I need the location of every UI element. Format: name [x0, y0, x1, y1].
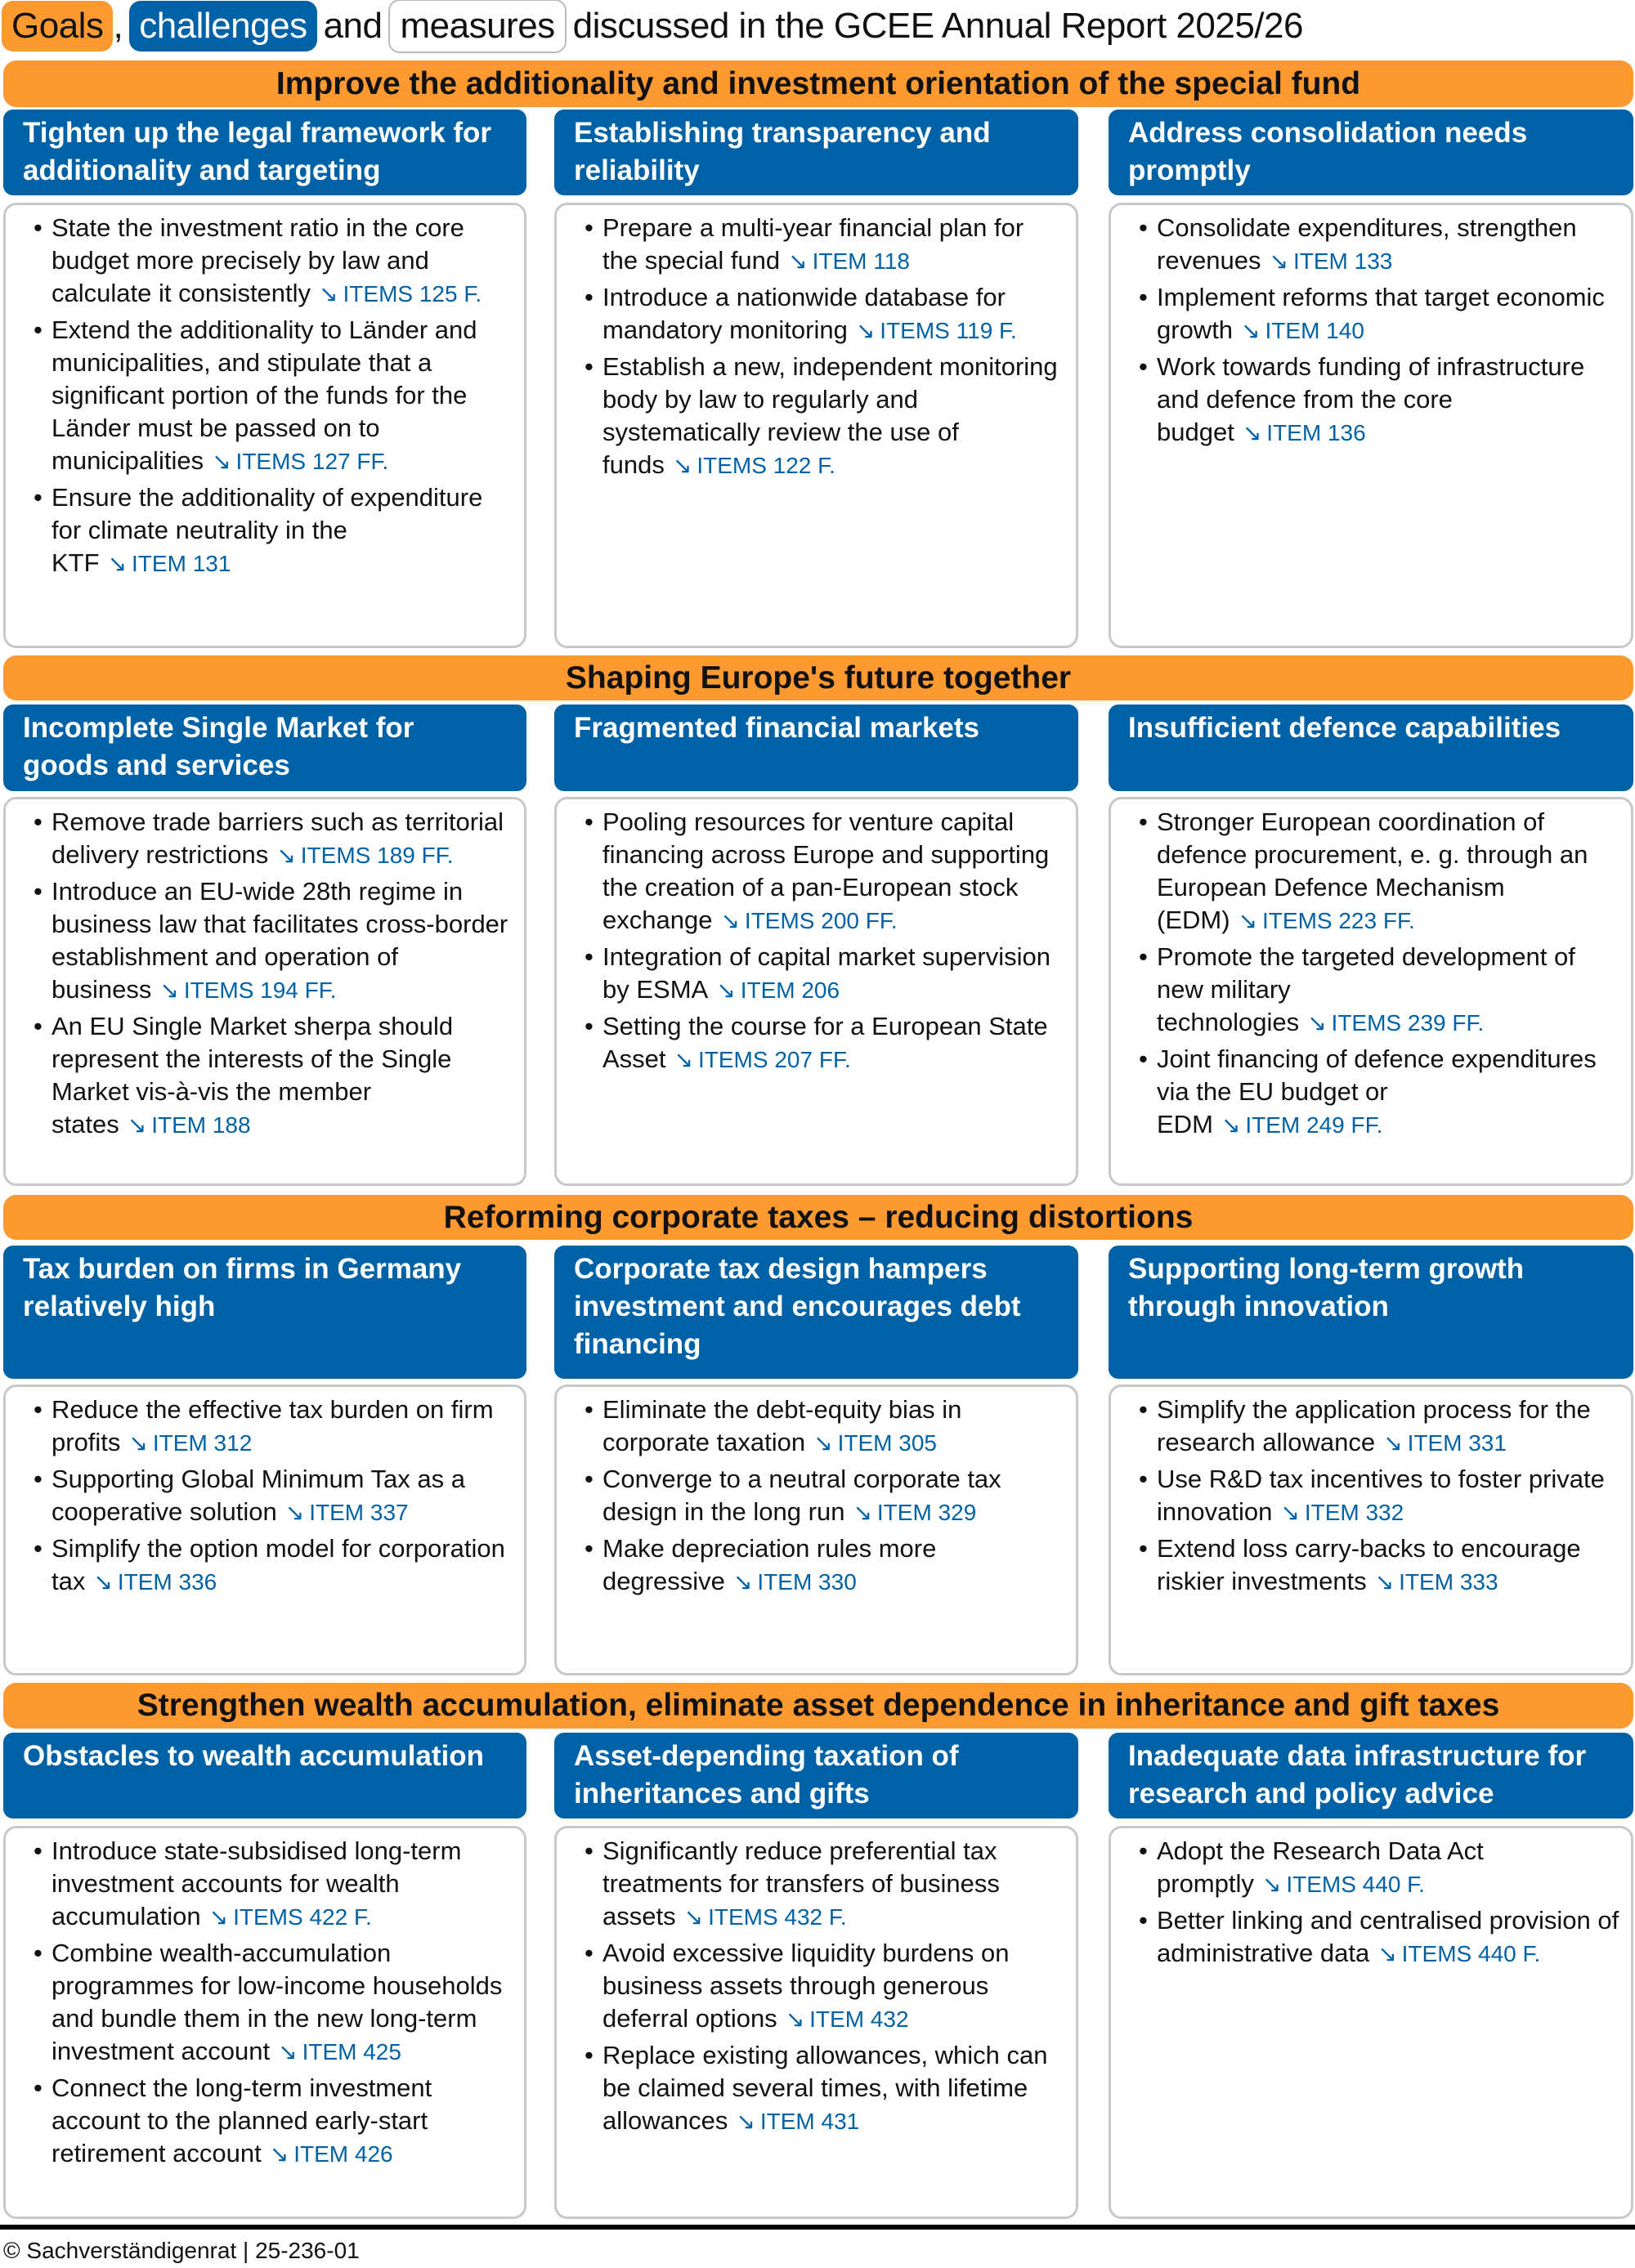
measure-text: Promote the targeted development of new military technologies	[1157, 942, 1575, 1036]
item-reference-link[interactable]	[1307, 1010, 1484, 1036]
measure-item	[589, 1393, 1064, 1460]
measure-text: Ensure the additionality of expenditure for climate neutrality in the KTF	[52, 483, 483, 577]
measure-text: Implement reforms that target economic growth	[1157, 283, 1605, 344]
item-reference-link[interactable]	[788, 248, 910, 274]
item-reference[interactable]: ITEM 426	[293, 2141, 393, 2167]
arrow-icon: ↘	[736, 2109, 755, 2134]
goal-banner: Improve the additionality and investment orientation of the special fund	[3, 60, 1633, 107]
measure-item	[1144, 281, 1619, 347]
arrow-icon: ↘	[853, 1500, 872, 1525]
measures-box	[554, 1385, 1078, 1675]
arrow-icon: ↘	[1383, 1430, 1403, 1456]
item-reference[interactable]: ITEM 188	[151, 1112, 251, 1138]
measure-item	[38, 1937, 513, 2069]
measure-text: Remove trade barriers such as territorial delivery restrictions	[52, 807, 504, 869]
item-reference-link[interactable]	[212, 449, 388, 474]
item-reference-link[interactable]	[1262, 1872, 1425, 1897]
arrow-icon: ↘	[1238, 908, 1258, 933]
measure-item	[1144, 1532, 1619, 1599]
arrow-icon: ↘	[212, 449, 231, 474]
item-reference[interactable]: ITEMS 432 F.	[708, 1904, 847, 1930]
item-reference[interactable]: ITEMS 440 F.	[1286, 1872, 1425, 1897]
item-reference[interactable]: ITEM 333	[1399, 1569, 1498, 1595]
item-reference-link[interactable]	[716, 977, 840, 1003]
measures-list	[589, 806, 1064, 1076]
measure-text: Use R&D tax incentives to foster private innovation	[1157, 1465, 1605, 1526]
measure-item	[38, 806, 513, 872]
measures-list	[1144, 1835, 1619, 1971]
measure-item	[38, 1463, 513, 1529]
measures-list	[1144, 806, 1619, 1142]
measure-item	[1144, 1393, 1619, 1460]
item-reference-link[interactable]	[853, 1500, 976, 1525]
measure-text: Joint financing of defence expenditures via the EU budget or EDM	[1157, 1045, 1597, 1138]
measure-item	[589, 2039, 1064, 2138]
arrow-icon: ↘	[813, 1430, 833, 1456]
measure-text: Simplify the application process for the research allowance	[1157, 1395, 1591, 1456]
measure-text: Simplify the option model for corporation tax	[52, 1534, 505, 1595]
item-reference-link[interactable]	[736, 2109, 859, 2134]
measure-item	[1144, 351, 1619, 450]
item-reference[interactable]: ITEM 330	[757, 1569, 857, 1595]
measure-text: Reduce the effective tax burden on firm profits	[52, 1395, 494, 1456]
measure-item	[589, 941, 1064, 1007]
measure-text: Converge to a neutral corporate tax design in the long run	[602, 1465, 1001, 1526]
measure-text: State the investment ratio in the core budget more precisely by law and calculate it consistently	[52, 213, 464, 307]
measure-item	[589, 806, 1064, 937]
item-reference-link[interactable]	[786, 2006, 909, 2032]
arrow-icon: ↘	[674, 1047, 693, 1072]
measure-item	[589, 1010, 1064, 1076]
measures-box	[1109, 1385, 1633, 1675]
challenge-box: Address consolidation needs promptly	[1109, 110, 1633, 195]
item-reference-link[interactable]	[1377, 1941, 1540, 1966]
item-reference-link[interactable]	[1241, 318, 1364, 343]
item-reference-link[interactable]	[813, 1430, 937, 1456]
item-reference[interactable]: ITEM 133	[1293, 248, 1393, 274]
measure-text: Replace existing allowances, which can be claimed several times, with lifetime allowances	[602, 2041, 1048, 2135]
measure-item	[38, 1532, 513, 1599]
measure-text: Eliminate the debt-equity bias in corporate taxation	[602, 1395, 962, 1456]
item-reference-link[interactable]	[128, 1430, 252, 1456]
item-reference[interactable]: ITEM 249 FF.	[1245, 1112, 1383, 1138]
item-reference-link[interactable]	[1239, 908, 1415, 933]
arrow-icon: ↘	[1307, 1010, 1327, 1036]
item-reference[interactable]: ITEMS 194 FF.	[183, 977, 337, 1003]
item-reference[interactable]: ITEMS 122 F.	[697, 453, 835, 478]
measures-box	[3, 203, 526, 648]
measure-item	[589, 1532, 1064, 1599]
item-reference[interactable]: ITEMS 189 FF.	[300, 843, 454, 868]
measure-text: Introduce state-subsidised long-term investment accounts for wealth accumulation	[52, 1836, 462, 1930]
arrow-icon: ↘	[785, 2006, 805, 2032]
challenge-box: Inadequate data infrastructure for research and policy advice	[1109, 1733, 1633, 1818]
item-reference-link[interactable]	[276, 843, 453, 868]
arrow-icon: ↘	[683, 1904, 704, 1930]
measure-text: Supporting Global Minimum Tax as a cooperative solution	[52, 1465, 466, 1526]
arrow-icon: ↘	[1241, 318, 1261, 343]
challenge-box: Tighten up the legal framework for additionality and targeting	[3, 110, 526, 195]
arrow-icon: ↘	[732, 1569, 753, 1595]
item-reference[interactable]: ITEM 425	[302, 2039, 401, 2064]
measures-list	[38, 806, 513, 1142]
measures-box	[554, 1826, 1078, 2219]
measures-box	[554, 797, 1078, 1186]
measure-text: Avoid excessive liquidity burdens on business assets through generous deferral options	[602, 1939, 1010, 2033]
arrow-icon: ↘	[319, 281, 338, 306]
arrow-icon: ↘	[1280, 1500, 1300, 1525]
item-reference[interactable]: ITEMS 125 F.	[343, 281, 482, 306]
measures-box	[3, 1826, 526, 2219]
arrow-icon: ↘	[1269, 248, 1288, 274]
item-reference[interactable]: ITEM 118	[812, 248, 910, 274]
item-reference-link[interactable]	[733, 1569, 857, 1595]
measures-list	[38, 1835, 513, 2171]
challenge-box: Fragmented financial markets	[554, 705, 1078, 791]
measures-list	[589, 1393, 1064, 1599]
measure-item	[38, 481, 513, 580]
measure-item	[589, 212, 1064, 278]
item-reference-link[interactable]	[1270, 248, 1393, 274]
measure-text: Work towards funding of infrastructure and defence from the core budget	[1157, 352, 1585, 446]
item-reference[interactable]: ITEM 432	[809, 2006, 909, 2032]
arrow-icon: ↘	[278, 2039, 298, 2064]
goal-banner: Shaping Europe's future together	[3, 655, 1633, 700]
item-reference[interactable]: ITEM 140	[1265, 318, 1364, 343]
arrow-icon: ↘	[128, 1430, 148, 1456]
item-reference[interactable]: ITEMS 223 FF.	[1262, 908, 1415, 933]
measure-text: Significantly reduce preferential tax treatments for transfers of business assets	[602, 1836, 1000, 1930]
measure-text: Prepare a multi-year financial plan for the special fund	[602, 213, 1024, 275]
measures-box	[1109, 203, 1633, 648]
measure-item	[589, 1463, 1064, 1529]
item-reference-link[interactable]	[674, 1047, 851, 1072]
measure-text: Extend the additionality to Länder and municipalities, and stipulate that a significant portion of the funds for the Länder must be passed on to municipalities	[52, 315, 477, 475]
title-and: and	[323, 6, 383, 46]
item-reference[interactable]: ITEM 312	[152, 1430, 253, 1456]
measure-text: Pooling resources for venture capital financing across Europe and supporting the creation of a pan-European stock exchange	[602, 807, 1050, 934]
item-reference[interactable]: ITEMS 239 FF.	[1331, 1010, 1485, 1036]
legend-goals: Goals	[2, 1, 113, 51]
item-reference[interactable]: ITEMS 119 F.	[880, 318, 1017, 343]
measure-text: Stronger European coordination of defence procurement, e. g. through an European Defence Mechanism (EDM)	[1157, 807, 1588, 934]
measure-item	[38, 1010, 513, 1142]
arrow-icon: ↘	[1221, 1112, 1241, 1138]
challenge-box: Asset-depending taxation of inheritances and gifts	[554, 1733, 1078, 1818]
item-reference-link[interactable]	[278, 2039, 401, 2064]
measure-text: An EU Single Market sherpa should represent the interests of the Single Market vis-à-vis the member states	[52, 1012, 454, 1138]
measure-text: Introduce an EU-wide 28th regime in business law that facilitates cross-border establishment and operation of business	[52, 877, 508, 1004]
measure-text: Establish a new, independent monitoring body by law to regularly and systematically review the use of funds	[602, 352, 1058, 479]
measure-item	[1144, 1835, 1619, 1901]
item-reference[interactable]: ITEM 336	[117, 1569, 217, 1595]
item-reference-link[interactable]	[684, 1904, 847, 1930]
item-reference-link[interactable]	[1221, 1112, 1383, 1138]
measure-item	[38, 314, 513, 478]
item-reference-link[interactable]	[93, 1569, 217, 1595]
item-reference-link[interactable]	[1383, 1430, 1507, 1456]
measures-list	[38, 1393, 513, 1599]
item-reference-link[interactable]	[1280, 1500, 1404, 1525]
arrow-icon: ↘	[208, 1904, 229, 1930]
measures-box	[3, 797, 526, 1186]
arrow-icon: ↘	[276, 843, 296, 868]
arrow-icon: ↘	[716, 977, 736, 1003]
measure-item	[589, 351, 1064, 482]
item-reference[interactable]: ITEM 331	[1407, 1430, 1507, 1456]
measure-item	[38, 212, 513, 311]
measures-list	[38, 212, 513, 580]
item-reference[interactable]: ITEMS 200 FF.	[744, 908, 898, 933]
item-reference[interactable]: ITEM 206	[740, 977, 840, 1003]
measure-item	[38, 1835, 513, 1934]
item-reference[interactable]: ITEMS 207 FF.	[698, 1047, 851, 1072]
arrow-icon: ↘	[284, 1500, 305, 1525]
item-reference-link[interactable]	[1375, 1569, 1498, 1595]
arrow-icon: ↘	[269, 2141, 289, 2167]
item-reference[interactable]: ITEMS 440 F.	[1401, 1941, 1541, 1966]
arrow-icon: ↘	[1374, 1569, 1395, 1595]
figure-title	[2, 0, 1310, 52]
measure-text: Setting the course for a European State Asset	[602, 1012, 1048, 1073]
measures-list	[1144, 212, 1619, 450]
measure-item	[1144, 1463, 1619, 1529]
item-reference[interactable]: ITEM 332	[1304, 1500, 1404, 1525]
item-reference-link[interactable]	[1243, 420, 1366, 445]
item-reference[interactable]: ITEM 329	[876, 1500, 977, 1525]
item-reference[interactable]: ITEM 305	[837, 1430, 938, 1456]
challenge-box: Insufficient defence capabilities	[1109, 705, 1633, 791]
measure-text: Better linking and centralised provision of administrative data	[1157, 1906, 1619, 1967]
arrow-icon: ↘	[1377, 1941, 1397, 1966]
measure-item	[38, 1393, 513, 1460]
measure-text: Extend loss carry-backs to encourage riskier investments	[1157, 1534, 1581, 1595]
arrow-icon: ↘	[1242, 420, 1262, 445]
arrow-icon: ↘	[127, 1112, 147, 1138]
footer-divider	[0, 2225, 1635, 2230]
arrow-icon: ↘	[788, 248, 808, 274]
legend-measures: measures	[388, 0, 566, 53]
challenge-box: Incomplete Single Market for goods and services	[3, 705, 526, 791]
item-reference-link[interactable]	[720, 908, 897, 933]
measure-item	[38, 875, 513, 1007]
challenge-box: Establishing transparency and reliability	[554, 110, 1078, 195]
challenge-box: Tax burden on firms in Germany relatively high	[3, 1246, 526, 1379]
item-reference-link[interactable]	[209, 1904, 372, 1930]
measure-text: Connect the long-term investment account to the planned early-start retirement account	[52, 2073, 432, 2167]
title-comma: ,	[113, 6, 123, 46]
item-reference-link[interactable]	[270, 2141, 393, 2167]
item-reference-link[interactable]	[285, 1500, 409, 1525]
goal-banner: Reforming corporate taxes – reducing distortions	[3, 1195, 1633, 1240]
item-reference[interactable]: ITEM 431	[759, 2109, 860, 2134]
measure-item	[1144, 941, 1619, 1040]
measures-box	[1109, 797, 1633, 1186]
item-reference-link[interactable]	[673, 453, 835, 478]
challenge-box: Corporate tax design hampers investment and encourages debt financing	[554, 1246, 1078, 1379]
measure-text: Integration of capital market supervision by ESMA	[602, 942, 1050, 1004]
footer-source: © Sachverständigenrat | 25-236-01	[3, 2238, 360, 2263]
measure-item	[589, 1835, 1064, 1934]
arrow-icon: ↘	[107, 551, 128, 576]
arrow-icon: ↘	[720, 908, 740, 933]
arrow-icon: ↘	[159, 977, 179, 1003]
measures-list	[589, 212, 1064, 482]
item-reference[interactable]: ITEM 337	[309, 1500, 409, 1525]
challenge-box: Supporting long-term growth through innovation	[1109, 1246, 1633, 1379]
item-reference[interactable]: ITEMS 422 F.	[233, 1904, 372, 1930]
measure-item	[38, 2072, 513, 2171]
measure-item	[1144, 212, 1619, 278]
measures-list	[589, 1835, 1064, 2138]
item-reference-link[interactable]	[319, 281, 482, 306]
item-reference[interactable]: ITEM 131	[132, 551, 231, 576]
item-reference-link[interactable]	[159, 977, 336, 1003]
measure-item	[1144, 806, 1619, 937]
title-rest: discussed in the GCEE Annual Report 2025/26	[572, 6, 1303, 46]
arrow-icon: ↘	[855, 318, 876, 343]
measure-text: Introduce a nationwide database for mandatory monitoring	[602, 283, 1006, 344]
measure-text: Make depreciation rules more degressive	[602, 1534, 937, 1595]
item-reference-link[interactable]	[128, 1112, 251, 1138]
challenge-box: Obstacles to wealth accumulation	[3, 1733, 526, 1818]
measure-item	[589, 1937, 1064, 2036]
measure-item	[589, 281, 1064, 347]
measures-box	[1109, 1826, 1633, 2219]
measure-text: Combine wealth-accumulation programmes for low-income households and bundle them in the new long-term investment account	[52, 1939, 503, 2065]
item-reference[interactable]: ITEMS 127 FF.	[235, 449, 389, 474]
measure-item	[1144, 1043, 1619, 1142]
goal-banner: Strengthen wealth accumulation, eliminate asset dependence in inheritance and gift taxes	[3, 1683, 1633, 1729]
measure-text: Adopt the Research Data Act promptly	[1157, 1836, 1484, 1898]
arrow-icon: ↘	[1261, 1872, 1282, 1897]
item-reference-link[interactable]	[856, 318, 1017, 343]
measure-item	[1144, 1904, 1619, 1971]
legend-challenges: challenges	[129, 1, 316, 51]
measures-list	[1144, 1393, 1619, 1599]
item-reference[interactable]: ITEM 136	[1266, 420, 1366, 445]
measures-box	[3, 1385, 526, 1675]
arrow-icon: ↘	[93, 1569, 113, 1595]
measure-text: Consolidate expenditures, strengthen revenues	[1157, 213, 1577, 275]
measures-box	[554, 203, 1078, 648]
arrow-icon: ↘	[672, 453, 692, 478]
item-reference-link[interactable]	[108, 551, 231, 576]
